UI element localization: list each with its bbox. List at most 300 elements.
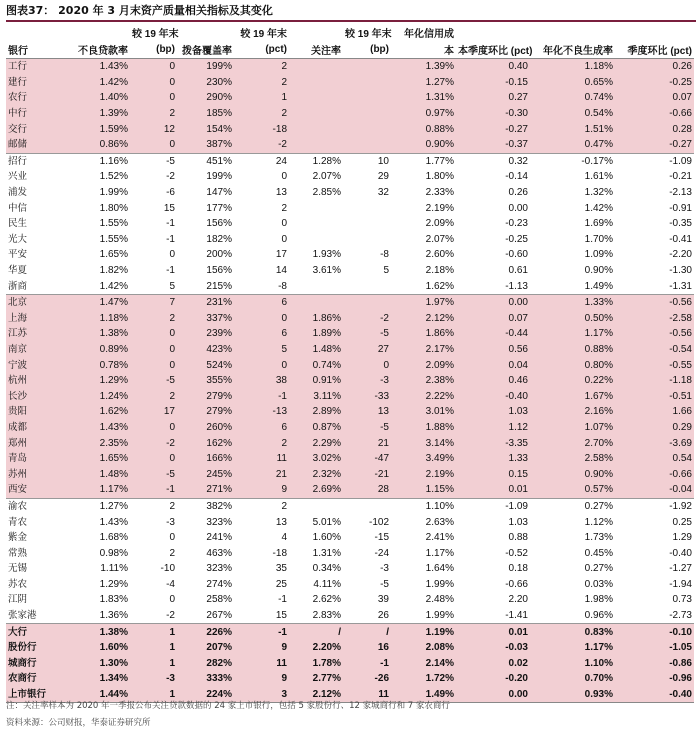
value-cell: 11 bbox=[343, 687, 391, 703]
value-cell: -0.30 bbox=[456, 106, 530, 122]
value-cell: 1 bbox=[234, 90, 289, 106]
value-cell: 5 bbox=[130, 278, 177, 294]
value-cell: 1.24% bbox=[53, 388, 130, 404]
value-cell: -1.92 bbox=[615, 498, 694, 514]
value-cell: 2 bbox=[234, 106, 289, 122]
table-row bbox=[6, 137, 694, 153]
value-cell: 1.68% bbox=[53, 530, 130, 546]
value-cell: 38 bbox=[234, 373, 289, 389]
value-cell: 282% bbox=[177, 656, 234, 672]
value-cell: -5 bbox=[343, 326, 391, 342]
table-source: 资料来源：公司财报，华泰证券研究所 bbox=[6, 718, 151, 728]
value-cell: 0 bbox=[234, 357, 289, 373]
value-cell: 2.69% bbox=[289, 482, 343, 498]
bank-name-cell: 股份行 bbox=[6, 640, 53, 656]
value-cell: 0.40 bbox=[456, 59, 530, 75]
value-cell: 1.38% bbox=[53, 624, 130, 640]
value-cell: 337% bbox=[177, 311, 234, 327]
value-cell: 1.42% bbox=[53, 278, 130, 294]
value-cell: -5 bbox=[130, 466, 177, 482]
header-cell: 银行 bbox=[6, 41, 53, 59]
value-cell: -2.73 bbox=[615, 608, 694, 624]
figure-title: 图表37： 2020 年 3 月末资产质量相关指标及其变化 bbox=[6, 2, 696, 22]
value-cell: 0.26 bbox=[615, 59, 694, 75]
value-cell: 0.86% bbox=[53, 137, 130, 153]
value-cell: 2.83% bbox=[289, 608, 343, 624]
value-cell: 2.33% bbox=[391, 185, 456, 201]
value-cell: -1.30 bbox=[615, 263, 694, 279]
value-cell: 2 bbox=[234, 498, 289, 514]
value-cell: 226% bbox=[177, 624, 234, 640]
table-row bbox=[6, 656, 694, 672]
value-cell: 0.57% bbox=[530, 482, 615, 498]
value-cell: 1.18% bbox=[53, 311, 130, 327]
header-cell: 本季度环比 (pct) bbox=[456, 41, 530, 59]
value-cell: 16 bbox=[343, 640, 391, 656]
value-cell: 323% bbox=[177, 561, 234, 577]
table-row bbox=[6, 357, 694, 373]
value-cell: 1.17% bbox=[53, 482, 130, 498]
value-cell bbox=[289, 294, 343, 310]
value-cell: 1.49% bbox=[391, 687, 456, 703]
value-cell bbox=[343, 106, 391, 122]
value-cell: 2.17% bbox=[391, 342, 456, 358]
value-cell: -15 bbox=[343, 530, 391, 546]
value-cell: 0.83% bbox=[530, 624, 615, 640]
value-cell: 1.52% bbox=[53, 169, 130, 185]
value-cell: -0.60 bbox=[456, 247, 530, 263]
value-cell bbox=[343, 200, 391, 216]
value-cell: 1.28% bbox=[289, 153, 343, 169]
value-cell: 2.77% bbox=[289, 671, 343, 687]
value-cell: 1.03 bbox=[456, 404, 530, 420]
value-cell: -3 bbox=[343, 561, 391, 577]
value-cell: 274% bbox=[177, 577, 234, 593]
value-cell: 239% bbox=[177, 326, 234, 342]
value-cell: 0.26 bbox=[456, 185, 530, 201]
value-cell: 267% bbox=[177, 608, 234, 624]
value-cell bbox=[289, 200, 343, 216]
value-cell: 0.27 bbox=[456, 90, 530, 106]
value-cell: 2 bbox=[130, 545, 177, 561]
value-cell: 17 bbox=[130, 404, 177, 420]
value-cell: 0.15 bbox=[456, 466, 530, 482]
value-cell: 3.61% bbox=[289, 263, 343, 279]
bank-name-cell: 邮储 bbox=[6, 137, 53, 153]
value-cell bbox=[343, 121, 391, 137]
value-cell: 2.07% bbox=[391, 232, 456, 248]
value-cell: 2.07% bbox=[289, 169, 343, 185]
value-cell: -3 bbox=[343, 373, 391, 389]
value-cell: -0.40 bbox=[615, 687, 694, 703]
value-cell: 207% bbox=[177, 640, 234, 656]
value-cell: 11 bbox=[234, 451, 289, 467]
value-cell: 0.73 bbox=[615, 592, 694, 608]
value-cell: -1.41 bbox=[456, 608, 530, 624]
value-cell bbox=[289, 278, 343, 294]
value-cell: 1.86% bbox=[391, 326, 456, 342]
value-cell: -2.13 bbox=[615, 185, 694, 201]
value-cell: -3.69 bbox=[615, 435, 694, 451]
value-cell bbox=[289, 121, 343, 137]
value-cell: 2.20% bbox=[289, 640, 343, 656]
value-cell: -10 bbox=[130, 561, 177, 577]
header-cell bbox=[615, 24, 694, 41]
value-cell: 2 bbox=[130, 388, 177, 404]
value-cell: -18 bbox=[234, 121, 289, 137]
value-cell: 2.32% bbox=[289, 466, 343, 482]
value-cell: / bbox=[289, 624, 343, 640]
value-cell: -0.41 bbox=[615, 232, 694, 248]
value-cell: -2 bbox=[130, 608, 177, 624]
value-cell: 6 bbox=[234, 294, 289, 310]
value-cell: -0.52 bbox=[456, 545, 530, 561]
table-row bbox=[6, 561, 694, 577]
value-cell: 2 bbox=[234, 75, 289, 91]
value-cell: 4.11% bbox=[289, 577, 343, 593]
table-note: 注：关注率样本为 2020 年一季报公布关注贷款数据的 24 家上市银行，包括 5 家股份行、12 家城商行和 7 家农商行 bbox=[6, 701, 450, 711]
bank-name-cell: 华夏 bbox=[6, 263, 53, 279]
value-cell: 1.48% bbox=[53, 466, 130, 482]
bank-name-cell: 宁波 bbox=[6, 357, 53, 373]
header-cell bbox=[53, 24, 130, 41]
bank-name-cell: 中行 bbox=[6, 106, 53, 122]
value-cell: 1.47% bbox=[53, 294, 130, 310]
value-cell: 1.69% bbox=[530, 216, 615, 232]
value-cell bbox=[289, 106, 343, 122]
value-cell: 154% bbox=[177, 121, 234, 137]
value-cell: 26 bbox=[343, 608, 391, 624]
value-cell: -21 bbox=[343, 466, 391, 482]
value-cell: 6 bbox=[234, 420, 289, 436]
value-cell: 2.19% bbox=[391, 466, 456, 482]
value-cell: 12 bbox=[130, 121, 177, 137]
value-cell: 1.70% bbox=[530, 232, 615, 248]
value-cell: 0.88% bbox=[530, 342, 615, 358]
value-cell: 0.46 bbox=[456, 373, 530, 389]
value-cell: 199% bbox=[177, 59, 234, 75]
value-cell: 0.27% bbox=[530, 498, 615, 514]
value-cell: 1.49% bbox=[530, 278, 615, 294]
value-cell: 0.00 bbox=[456, 200, 530, 216]
table-row bbox=[6, 514, 694, 530]
value-cell: 0 bbox=[130, 137, 177, 153]
header-cell: 不良贷款率 bbox=[53, 41, 130, 59]
value-cell: 3.02% bbox=[289, 451, 343, 467]
value-cell: 1.30% bbox=[53, 656, 130, 672]
value-cell: -26 bbox=[343, 671, 391, 687]
value-cell: 387% bbox=[177, 137, 234, 153]
value-cell bbox=[289, 59, 343, 75]
value-cell: -2.20 bbox=[615, 247, 694, 263]
value-cell: 2.62% bbox=[289, 592, 343, 608]
value-cell bbox=[343, 498, 391, 514]
header-cell: (bp) bbox=[130, 41, 177, 59]
table-row bbox=[6, 592, 694, 608]
value-cell: 1.97% bbox=[391, 294, 456, 310]
value-cell: 2 bbox=[130, 106, 177, 122]
table-row bbox=[6, 624, 694, 640]
value-cell: 1.66 bbox=[615, 404, 694, 420]
value-cell: -1.13 bbox=[456, 278, 530, 294]
value-cell: -3.35 bbox=[456, 435, 530, 451]
value-cell: -5 bbox=[130, 153, 177, 169]
value-cell: -5 bbox=[343, 420, 391, 436]
value-cell: 0.50% bbox=[530, 311, 615, 327]
value-cell: 0.02 bbox=[456, 656, 530, 672]
value-cell: -0.04 bbox=[615, 482, 694, 498]
bank-name-cell: 上海 bbox=[6, 311, 53, 327]
value-cell: 279% bbox=[177, 404, 234, 420]
value-cell: -1 bbox=[130, 232, 177, 248]
value-cell: 0 bbox=[130, 247, 177, 263]
value-cell: 32 bbox=[343, 185, 391, 201]
value-cell: 1.93% bbox=[289, 247, 343, 263]
table-row bbox=[6, 530, 694, 546]
value-cell: 2.41% bbox=[391, 530, 456, 546]
value-cell: -0.51 bbox=[615, 388, 694, 404]
table-row bbox=[6, 420, 694, 436]
bank-name-cell: 长沙 bbox=[6, 388, 53, 404]
value-cell: 9 bbox=[234, 640, 289, 656]
value-cell: 0 bbox=[343, 357, 391, 373]
value-cell: 0 bbox=[130, 451, 177, 467]
value-cell: 0 bbox=[130, 75, 177, 91]
bank-name-cell: 北京 bbox=[6, 294, 53, 310]
value-cell: 1.60% bbox=[53, 640, 130, 656]
value-cell: 0.90% bbox=[530, 466, 615, 482]
value-cell: 1.43% bbox=[53, 514, 130, 530]
table-row bbox=[6, 106, 694, 122]
value-cell: -2 bbox=[130, 169, 177, 185]
value-cell: 2.35% bbox=[53, 435, 130, 451]
value-cell: 1.32% bbox=[530, 185, 615, 201]
value-cell: 2.20 bbox=[456, 592, 530, 608]
value-cell: 1.17% bbox=[391, 545, 456, 561]
value-cell: 1.10% bbox=[391, 498, 456, 514]
value-cell: 2.12% bbox=[391, 311, 456, 327]
value-cell: 1.39% bbox=[53, 106, 130, 122]
value-cell: 1.86% bbox=[289, 311, 343, 327]
value-cell: 1.42% bbox=[530, 200, 615, 216]
value-cell: -0.27 bbox=[615, 137, 694, 153]
value-cell: 4 bbox=[234, 530, 289, 546]
value-cell: -1.31 bbox=[615, 278, 694, 294]
header-cell bbox=[177, 24, 234, 41]
value-cell: -6 bbox=[130, 185, 177, 201]
table-row bbox=[6, 482, 694, 498]
value-cell: -0.23 bbox=[456, 216, 530, 232]
value-cell: 3 bbox=[234, 687, 289, 703]
value-cell: 2.22% bbox=[391, 388, 456, 404]
table-row bbox=[6, 404, 694, 420]
value-cell: 13 bbox=[343, 404, 391, 420]
value-cell: 323% bbox=[177, 514, 234, 530]
value-cell: 1.61% bbox=[530, 169, 615, 185]
value-cell: 224% bbox=[177, 687, 234, 703]
value-cell: 1.31% bbox=[289, 545, 343, 561]
value-cell bbox=[343, 75, 391, 91]
value-cell: 2.70% bbox=[530, 435, 615, 451]
table-row bbox=[6, 75, 694, 91]
bank-name-cell: 常熟 bbox=[6, 545, 53, 561]
value-cell: 3.11% bbox=[289, 388, 343, 404]
value-cell: 271% bbox=[177, 482, 234, 498]
value-cell: 5.01% bbox=[289, 514, 343, 530]
table-header bbox=[6, 24, 694, 59]
value-cell: -1 bbox=[130, 216, 177, 232]
header-row-1 bbox=[6, 24, 694, 41]
value-cell: 1.36% bbox=[53, 608, 130, 624]
value-cell: -0.35 bbox=[615, 216, 694, 232]
value-cell: 1.65% bbox=[53, 451, 130, 467]
value-cell: 0.87% bbox=[289, 420, 343, 436]
value-cell: 10 bbox=[343, 153, 391, 169]
value-cell: 1.80% bbox=[391, 169, 456, 185]
value-cell: 13 bbox=[234, 514, 289, 530]
value-cell: -0.96 bbox=[615, 671, 694, 687]
value-cell: 156% bbox=[177, 263, 234, 279]
value-cell: 1.18% bbox=[530, 59, 615, 75]
header-cell: 本 bbox=[391, 41, 456, 59]
value-cell: 162% bbox=[177, 435, 234, 451]
value-cell: 2 bbox=[130, 498, 177, 514]
value-cell: 0.45% bbox=[530, 545, 615, 561]
value-cell: 2 bbox=[234, 200, 289, 216]
header-cell: 季度环比 (pct) bbox=[615, 41, 694, 59]
value-cell: 0 bbox=[234, 169, 289, 185]
value-cell: 0.00 bbox=[456, 294, 530, 310]
value-cell: 1 bbox=[130, 640, 177, 656]
value-cell: 25 bbox=[234, 577, 289, 593]
value-cell: 1.51% bbox=[530, 121, 615, 137]
value-cell: 3.14% bbox=[391, 435, 456, 451]
value-cell: -4 bbox=[130, 577, 177, 593]
bank-name-cell: 农商行 bbox=[6, 671, 53, 687]
value-cell: 0.22% bbox=[530, 373, 615, 389]
value-cell: -0.37 bbox=[456, 137, 530, 153]
value-cell: 0.74% bbox=[289, 357, 343, 373]
value-cell: 2.48% bbox=[391, 592, 456, 608]
value-cell: 0.78% bbox=[53, 357, 130, 373]
value-cell: 0.07 bbox=[615, 90, 694, 106]
value-cell: 21 bbox=[234, 466, 289, 482]
value-cell: 1.29% bbox=[53, 577, 130, 593]
table-row bbox=[6, 451, 694, 467]
value-cell: 0 bbox=[130, 59, 177, 75]
bank-name-cell: 中信 bbox=[6, 200, 53, 216]
value-cell: 0.28 bbox=[615, 121, 694, 137]
value-cell: 0 bbox=[130, 592, 177, 608]
value-cell: 0.61 bbox=[456, 263, 530, 279]
table-row bbox=[6, 153, 694, 169]
header-cell: (bp) bbox=[343, 41, 391, 59]
value-cell: 156% bbox=[177, 216, 234, 232]
value-cell: -3 bbox=[130, 671, 177, 687]
value-cell: 0.97% bbox=[391, 106, 456, 122]
bank-name-cell: 浙商 bbox=[6, 278, 53, 294]
value-cell: 355% bbox=[177, 373, 234, 389]
value-cell: 215% bbox=[177, 278, 234, 294]
value-cell: 0 bbox=[234, 232, 289, 248]
value-cell: -5 bbox=[130, 373, 177, 389]
value-cell: 1.59% bbox=[53, 121, 130, 137]
table-row bbox=[6, 232, 694, 248]
value-cell: -0.56 bbox=[615, 294, 694, 310]
value-cell: -3 bbox=[130, 514, 177, 530]
value-cell: 524% bbox=[177, 357, 234, 373]
value-cell: 1.82% bbox=[53, 263, 130, 279]
value-cell: 1.67% bbox=[530, 388, 615, 404]
value-cell: 0.32 bbox=[456, 153, 530, 169]
value-cell: -0.44 bbox=[456, 326, 530, 342]
value-cell: 2.14% bbox=[391, 656, 456, 672]
value-cell: 1.29% bbox=[53, 373, 130, 389]
value-cell: 1.73% bbox=[530, 530, 615, 546]
value-cell: 2.63% bbox=[391, 514, 456, 530]
value-cell: -2 bbox=[130, 435, 177, 451]
value-cell: -0.86 bbox=[615, 656, 694, 672]
value-cell bbox=[289, 137, 343, 153]
value-cell: 1.78% bbox=[289, 656, 343, 672]
value-cell: -102 bbox=[343, 514, 391, 530]
value-cell: -18 bbox=[234, 545, 289, 561]
table-row bbox=[6, 247, 694, 263]
value-cell bbox=[343, 59, 391, 75]
value-cell: 24 bbox=[234, 153, 289, 169]
value-cell: 1.07% bbox=[530, 420, 615, 436]
value-cell: 1.27% bbox=[53, 498, 130, 514]
value-cell: 1 bbox=[130, 624, 177, 640]
bank-name-cell: 兴业 bbox=[6, 169, 53, 185]
value-cell: 1.09% bbox=[530, 247, 615, 263]
value-cell bbox=[343, 137, 391, 153]
value-cell: 1.39% bbox=[391, 59, 456, 75]
value-cell: 1 bbox=[130, 687, 177, 703]
value-cell: -1.94 bbox=[615, 577, 694, 593]
header-cell bbox=[456, 24, 530, 41]
bank-name-cell: 农行 bbox=[6, 90, 53, 106]
value-cell: 0.89% bbox=[53, 342, 130, 358]
value-cell: 0.98% bbox=[53, 545, 130, 561]
value-cell: -0.25 bbox=[615, 75, 694, 91]
value-cell: 1.60% bbox=[289, 530, 343, 546]
value-cell: 0.90% bbox=[391, 137, 456, 153]
value-cell: 245% bbox=[177, 466, 234, 482]
value-cell: 0.34% bbox=[289, 561, 343, 577]
value-cell: -5 bbox=[343, 577, 391, 593]
value-cell: 1.44% bbox=[53, 687, 130, 703]
value-cell: -33 bbox=[343, 388, 391, 404]
value-cell: 0.07 bbox=[456, 311, 530, 327]
value-cell bbox=[343, 216, 391, 232]
value-cell: -0.10 bbox=[615, 624, 694, 640]
value-cell: 9 bbox=[234, 482, 289, 498]
bank-name-cell: 青农 bbox=[6, 514, 53, 530]
value-cell: 0.96% bbox=[530, 608, 615, 624]
value-cell: 0.03% bbox=[530, 577, 615, 593]
value-cell: 423% bbox=[177, 342, 234, 358]
table-row bbox=[6, 466, 694, 482]
value-cell: -2.58 bbox=[615, 311, 694, 327]
table-row bbox=[6, 671, 694, 687]
bank-name-cell: 紫金 bbox=[6, 530, 53, 546]
value-cell: 1.55% bbox=[53, 216, 130, 232]
value-cell bbox=[343, 278, 391, 294]
bank-name-cell: 郑州 bbox=[6, 435, 53, 451]
value-cell: 290% bbox=[177, 90, 234, 106]
table-row bbox=[6, 216, 694, 232]
